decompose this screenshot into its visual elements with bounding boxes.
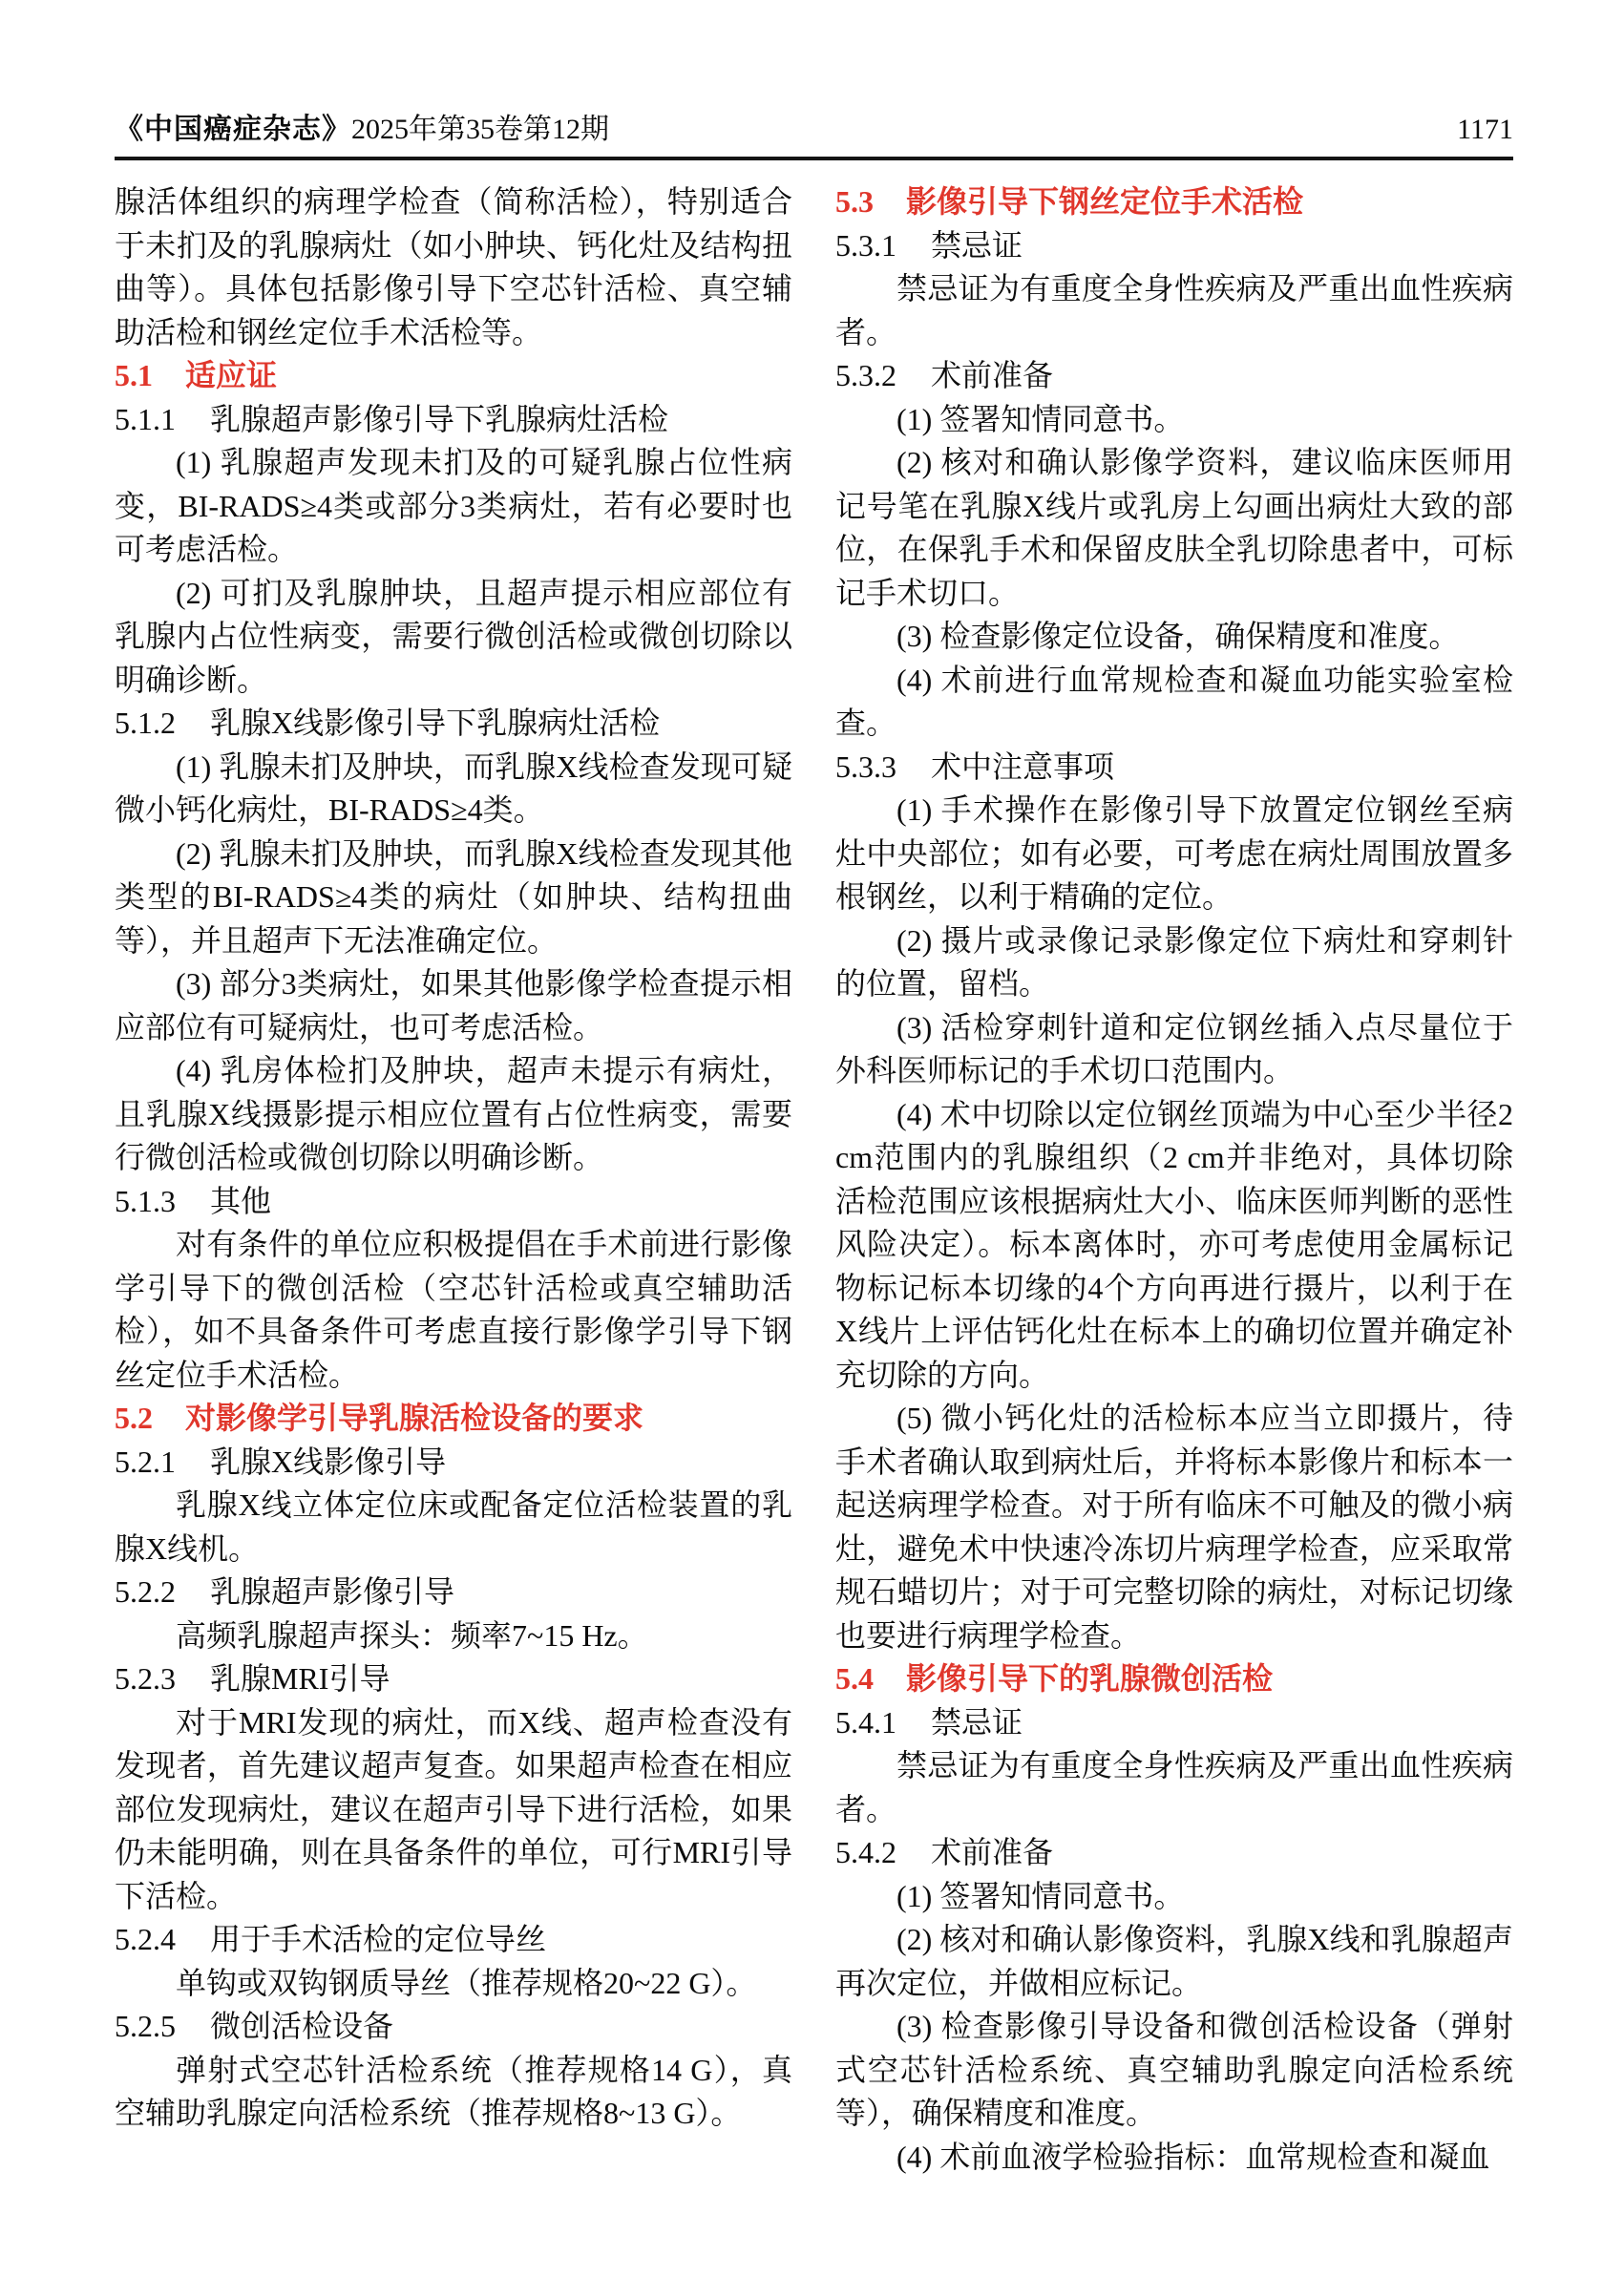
- paragraph: (4) 术中切除以定位钢丝顶端为中心至少半径2 cm范围内的乳腺组织（2 cm并非绝对，具体切除活检范围应该根据病灶大小、临床医师判断的恶性风险决定）。标本离体时，亦可考虑使用金属标记物标记标本切缘的4个方向再进行摄片，以利于在X线片上评估钙化灶在标本上的确切位置并确定补充切除的方向。: [835, 1096, 1513, 1392]
- heading-number: 5.4.1: [835, 1704, 896, 1740]
- heading-title: 术前准备: [931, 358, 1054, 392]
- heading-number: 5.3.2: [835, 358, 896, 392]
- heading-number: 5.3.1: [835, 227, 896, 263]
- heading-title: 乳腺超声影像引导: [210, 1574, 455, 1609]
- paragraph: 禁忌证为有重度全身性疾病及严重出血性疾病者。: [835, 1748, 1513, 1826]
- section-heading: [115, 354, 792, 398]
- paragraph: 腺活体组织的病理学检查（简称活检），特别适合于未扪及的乳腺病灶（如小肿块、钙化灶及结构扭曲等）。具体包括影像引导下空芯针活检、真空辅助活检和钢丝定位手术活检等。: [115, 184, 792, 349]
- subsection-heading: [835, 224, 1513, 268]
- paragraph: (4) 术前血液学检验指标：血常规检查和凝血: [896, 2139, 1490, 2174]
- running-head: [115, 113, 1513, 160]
- paragraph: 高频乳腺超声探头：频率7~15 Hz。: [176, 1617, 648, 1653]
- heading-number: 5.3: [835, 184, 874, 219]
- heading-title: 乳腺超声影像引导下乳腺病灶活检: [210, 401, 669, 436]
- subsection-heading: [115, 1918, 792, 1962]
- subsection-heading: [115, 2005, 792, 2049]
- subsection-heading: [835, 354, 1513, 398]
- section-heading: [115, 1397, 792, 1441]
- paragraph: (3) 活检穿刺针道和定位钢丝插入点尽量位于外科医师标记的手术切口范围内。: [835, 1009, 1513, 1087]
- paragraph: (2) 摄片或录像记录影像定位下病灶和穿刺针的位置，留档。: [835, 922, 1513, 1001]
- paragraph: (4) 乳房体检扪及肿块，超声未提示有病灶，且乳腺X线摄影提示相应位置有占位性病变，需要行微创活检或微创切除以明确诊断。: [115, 1053, 792, 1174]
- paragraph: (4) 术前进行血常规检查和凝血功能实验室检查。: [835, 662, 1513, 740]
- heading-number: 5.2.3: [115, 1661, 176, 1696]
- paragraph: (2) 乳腺未扪及肿块，而乳腺X线检查发现其他类型的BI-RADS≥4类的病灶（如肿块、结构扭曲等），并且超声下无法准确定位。: [115, 835, 792, 958]
- right-column: [835, 180, 1513, 2179]
- heading-title: 乳腺X线影像引导下乳腺病灶活检: [210, 706, 661, 740]
- paragraph: 对于MRI发现的病灶，而X线、超声检查没有发现者，首先建议超声复查。如果超声检查在相应部位发现病灶，建议在超声引导下进行活检，如果仍未能明确，则在具备条件的单位，可行MRI引导下活检。: [115, 1704, 792, 1913]
- paragraph: 乳腺X线立体定位床或配备定位活检装置的乳腺X线机。: [115, 1487, 792, 1566]
- journal-title: 《中国癌症杂志》: [115, 114, 351, 145]
- paragraph: (3) 检查影像引导设备和微创活检设备（弹射式空芯针活检系统、真空辅助乳腺定向活检系统等），确保精度和准度。: [835, 2009, 1513, 2130]
- heading-title: 影像引导下钢丝定位手术活检: [906, 184, 1304, 219]
- subsection-heading: [115, 1441, 792, 1485]
- issue-info: 2025年第35卷第12期: [351, 114, 609, 145]
- heading-number: 5.1.3: [115, 1183, 176, 1218]
- section-heading: [835, 1657, 1513, 1701]
- paragraph: (1) 签署知情同意书。: [896, 1878, 1185, 1913]
- left-column: [115, 180, 792, 2179]
- heading-title: 术中注意事项: [931, 749, 1115, 784]
- heading-title: 微创活检设备: [210, 2009, 394, 2043]
- heading-title: 其他: [210, 1183, 272, 1218]
- page-number: 1171: [1457, 114, 1513, 145]
- subsection-heading: [835, 746, 1513, 790]
- paragraph: (3) 检查影像定位设备，确保精度和准度。: [896, 619, 1460, 653]
- heading-title: 乳腺X线影像引导: [210, 1444, 447, 1479]
- paragraph: (1) 乳腺超声发现未扪及的可疑乳腺占位性病变，BI-RADS≥4类或部分3类病灶，若有必要时也可考虑活检。: [115, 445, 792, 566]
- subsection-heading: [115, 398, 792, 442]
- paragraph: (5) 微小钙化灶的活检标本应当立即摄片，待手术者确认取到病灶后，并将标本影像片和标本一起送病理学检查。对于所有临床不可触及的微小病灶，避免术中快速冷冻切片病理学检查，应采取常规石蜡切片；对于可完整切除的病灶，对标记切缘也要进行病理学检查。: [835, 1401, 1513, 1653]
- paragraph: (1) 乳腺未扪及肿块，而乳腺X线检查发现可疑微小钙化病灶，BI-RADS≥4类。: [115, 749, 792, 827]
- heading-number: 5.1.2: [115, 706, 176, 740]
- subsection-heading: [115, 1657, 792, 1701]
- heading-number: 5.2: [115, 1401, 153, 1435]
- heading-number: 5.4.2: [835, 1835, 896, 1869]
- heading-number: 5.3.3: [835, 749, 896, 784]
- paragraph: (2) 核对和确认影像资料，乳腺X线和乳腺超声再次定位，并做相应标记。: [835, 1922, 1513, 2000]
- paragraph: 禁忌证为有重度全身性疾病及严重出血性疾病者。: [835, 271, 1513, 349]
- heading-title: 用于手术活检的定位导丝: [210, 1922, 547, 1956]
- heading-title: 禁忌证: [931, 1704, 1023, 1740]
- heading-number: 5.1: [115, 358, 153, 392]
- paragraph: (3) 部分3类病灶，如果其他影像学检查提示相应部位有可疑病灶，也可考虑活检。: [115, 966, 792, 1044]
- subsection-heading: [115, 702, 792, 746]
- paragraph: (1) 手术操作在影像引导下放置定位钢丝至病灶中央部位；如有必要，可考虑在病灶周围放置多根钢丝，以利于精确的定位。: [835, 792, 1513, 914]
- paragraph: 对有条件的单位应积极提倡在手术前进行影像学引导下的微创活检（空芯针活检或真空辅助活检），如不具备条件可考虑直接行影像学引导下钢丝定位手术活检。: [115, 1227, 792, 1392]
- heading-title: 影像引导下的乳腺微创活检: [906, 1661, 1274, 1696]
- heading-number: 5.4: [835, 1661, 874, 1696]
- heading-title: 禁忌证: [931, 227, 1023, 263]
- heading-number: 5.2.2: [115, 1574, 176, 1609]
- paragraph: (2) 可扪及乳腺肿块，且超声提示相应部位有乳腺内占位性病变，需要行微创活检或微创切除以明确诊断。: [115, 575, 792, 697]
- section-heading: [835, 180, 1513, 224]
- paragraph: 弹射式空芯针活检系统（推荐规格14 G），真空辅助乳腺定向活检系统（推荐规格8~13 G）。: [115, 2052, 792, 2130]
- subsection-heading: [835, 1831, 1513, 1875]
- article-body: [115, 180, 1513, 2179]
- subsection-heading: [115, 1180, 792, 1224]
- heading-title: 乳腺MRI引导: [210, 1661, 390, 1696]
- paragraph: (2) 核对和确认影像学资料，建议临床医师用记号笔在乳腺X线片或乳房上勾画出病灶大致的部位，在保乳手术和保留皮肤全乳切除患者中，可标记手术切口。: [835, 445, 1513, 610]
- heading-number: 5.2.5: [115, 2009, 176, 2043]
- heading-title: 对影像学引导乳腺活检设备的要求: [185, 1401, 644, 1435]
- heading-number: 5.2.4: [115, 1922, 176, 1956]
- paragraph: 单钩或双钩钢质导丝（推荐规格20~22 G）。: [176, 1965, 757, 2000]
- subsection-heading: [835, 1701, 1513, 1745]
- subsection-heading: [115, 1571, 792, 1614]
- heading-title: 术前准备: [931, 1835, 1054, 1869]
- paragraph: (1) 签署知情同意书。: [896, 401, 1185, 436]
- heading-number: 5.1.1: [115, 401, 176, 436]
- heading-number: 5.2.1: [115, 1444, 176, 1479]
- running-head-left: [115, 113, 609, 147]
- heading-title: 适应证: [185, 358, 278, 392]
